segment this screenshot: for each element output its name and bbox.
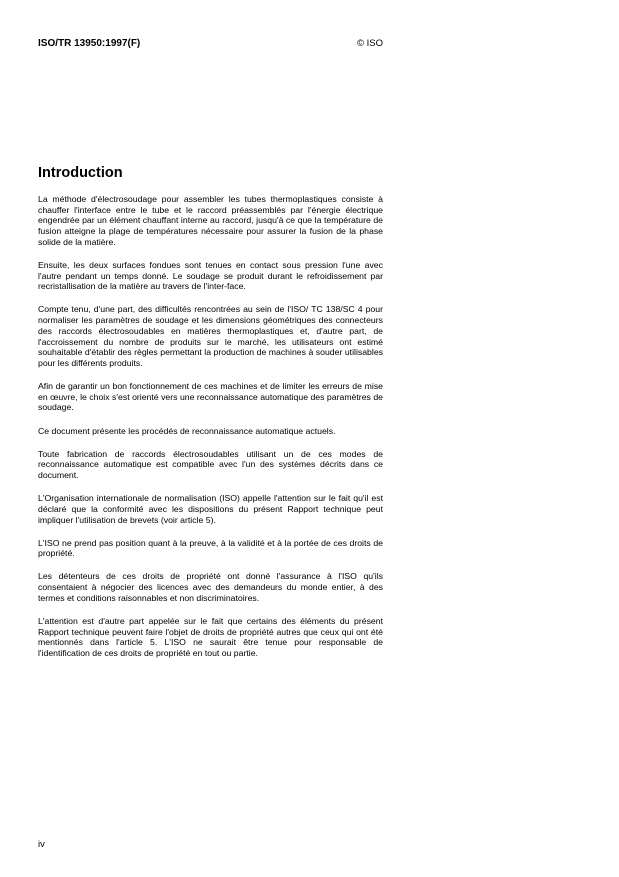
paragraph: Les détenteurs de ces droits de propriété ont donné l'assurance à l'ISO qu'ils consentaient à négocier des licences avec des demandeurs du monde entier, à des termes et conditions raisonnables et non discriminatoires. [38,571,383,603]
section-title: Introduction [38,165,123,181]
page-header [38,38,383,52]
copyright-notice: © ISO [356,38,383,49]
paragraph: L'ISO ne prend pas position quant à la preuve, à la validité et à la portée de ces droits de propriété. [38,537,383,559]
paragraph: Ce document présente les procédés de reconnaissance automatique actuels. [38,425,336,436]
introduction-body [38,194,383,671]
paragraph: Ensuite, les deux surfaces fondues sont tenues en contact sous pression l'une avec l'autre pendant un temps donné. Le soudage se produit durant le refroidissement par recristallisation de la matière au travers de l'inter-face. [38,259,383,292]
paragraph: La méthode d'électrosoudage pour assembler les tubes thermoplastiques consiste à chauffer l'interface entre le tube et le raccord préassemblés par l'énergie électrique engendrée par un élément chauffant interne au raccord, jusqu'à ce que la température de fusion atteigne la plage de températures nécessaire pour assurer la fusion de la phase solide de la matière. [38,194,383,247]
paragraph: Toute fabrication de raccords électrosoudables utilisant un de ces modes de reconnaissance automatique est compatible avec l'un des systèmes décrits dans ce document. [38,448,383,481]
paragraph: Compte tenu, d'une part, des difficultés rencontrées au sein de l'ISO/ TC 138/SC 4 pour normaliser les paramètres de soudage et les dimensions géométriques des connecteurs des raccords électrosoudables en matières thermoplastiques et, d'autre part, de l'accroissement du nombre de produits sur le marché, les utilisateurs ont estimé souhaitable d'établir des règles permettant la production de machines à souder utilisables pour les différents produits. [38,304,383,368]
page-number: iv [38,839,45,850]
paragraph: Afin de garantir un bon fonctionnement de ces machines et de limiter les erreurs de mise en œuvre, le choix s'est orienté vers une reconnaissance automatique des paramètres de soudage. [38,381,383,413]
paragraph: L'Organisation internationale de normalisation (ISO) appelle l'attention sur le fait qu'il est déclaré que la conformité avec les dispositions du présent Rapport technique peut impliquer l'utilisation de brevets (voir article 5). [38,493,383,525]
document-reference: ISO/TR 13950:1997(F) [38,38,141,49]
paragraph: L'attention est d'autre part appelée sur le fait que certains des éléments du présent Rapport technique peuvent faire l'objet de droits de propriété autres que ceux qui ont été mentionnés dans l'article 5. L'ISO ne saurait être tenue pour responsable de l'identification de ces droits de propriété en tout ou partie. [38,615,383,659]
